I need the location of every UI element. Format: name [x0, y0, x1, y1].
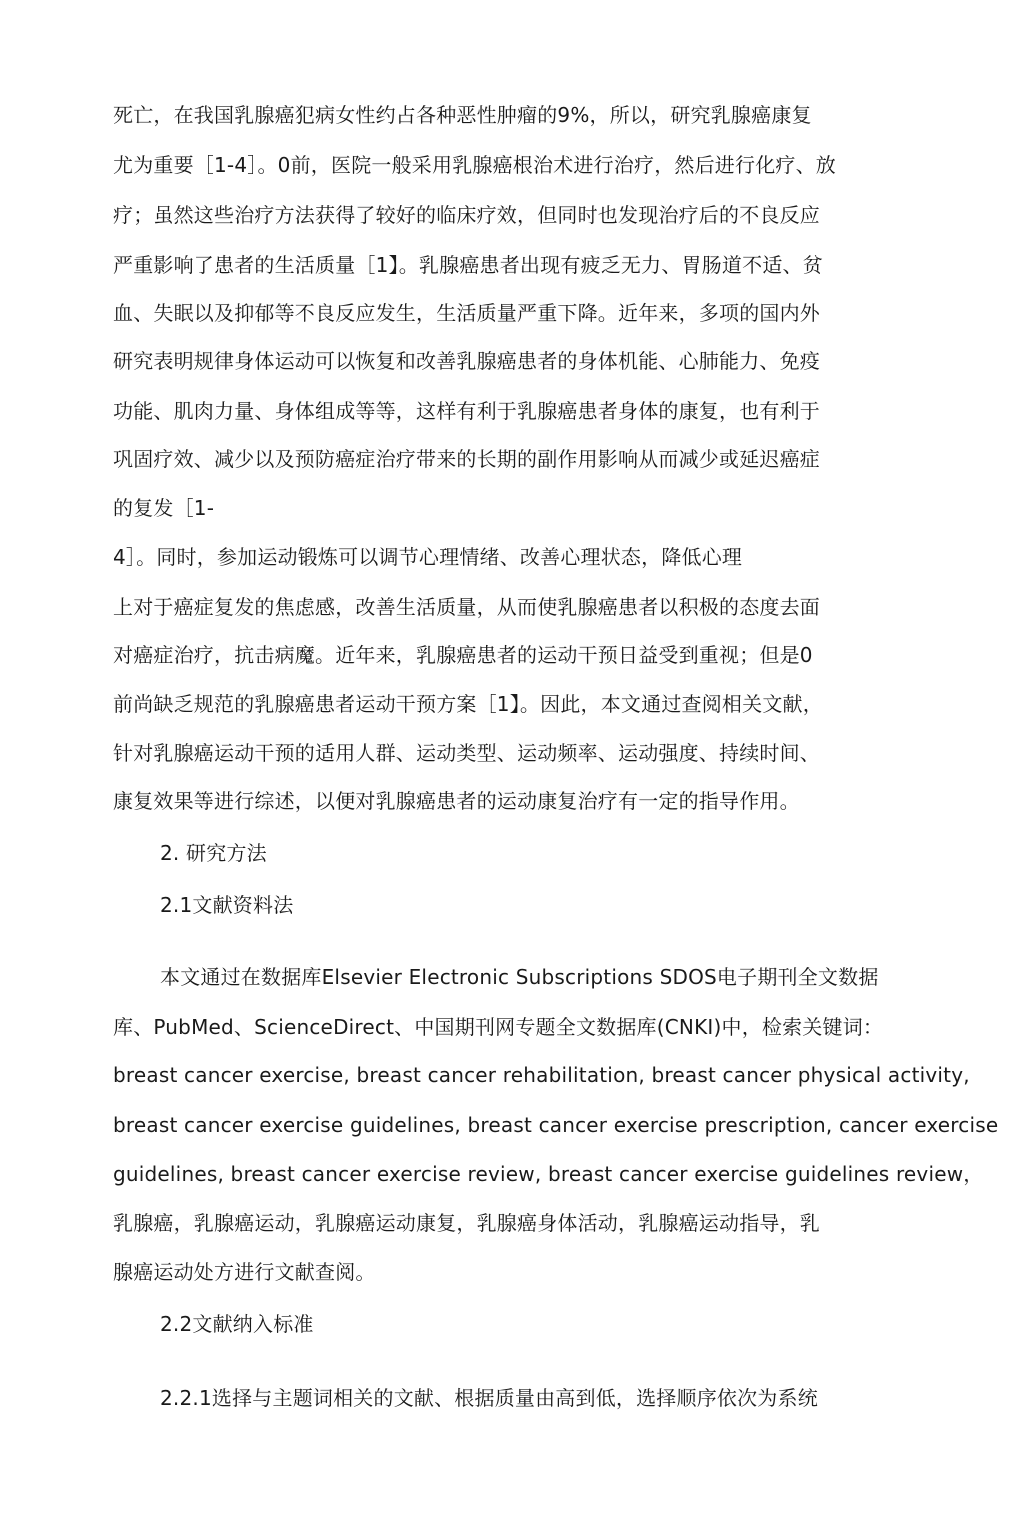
paragraph-line: breast cancer exercise, breast cancer rehabilitation, breast cancer physical activity, [113, 1063, 970, 1087]
paragraph-line: 康复效果等进行综述，以便对乳腺癌患者的运动康复治疗有一定的指导作用。 [113, 789, 800, 813]
paragraph-line: 2.2.1选择与主题词相关的文献、根据质量由高到低，选择顺序依次为系统 [160, 1386, 818, 1410]
paragraph-line: 尤为重要［1-4］。0前，医院一般采用乳腺癌根治术进行治疗，然后进行化疗、放 [113, 153, 836, 177]
paragraph-line: 巩固疗效、减少以及预防癌症治疗带来的长期的副作用影响从而减少或延迟癌症 [113, 447, 820, 471]
subsection-heading: 2.1文献资料法 [160, 893, 294, 917]
paragraph-line: 严重影响了患者的生活质量［1】。乳腺癌患者出现有疲乏无力、胃肠道不适、贫 [113, 253, 823, 277]
paragraph-line: 的复发［1- [113, 496, 215, 520]
paragraph-line: 前尚缺乏规范的乳腺癌患者运动干预方案［1】。因此，本文通过查阅相关文献， [113, 692, 823, 716]
paragraph-line: 腺癌运动处方进行文献查阅。 [113, 1260, 376, 1284]
paragraph-line: 功能、肌肉力量、身体组成等等，这样有利于乳腺癌患者身体的康复，也有利于 [113, 399, 820, 423]
paragraph-line: 乳腺癌，乳腺癌运动，乳腺癌运动康复，乳腺癌身体活动，乳腺癌运动指导，乳 [113, 1211, 820, 1235]
section-heading: 2. 研究方法 [160, 841, 267, 865]
paragraph-line: 对癌症治疗，抗击病魔。近年来，乳腺癌患者的运动干预日益受到重视；但是0 [113, 643, 813, 667]
paragraph-line: 本文通过在数据库Elsevier Electronic Subscriptions SDOS电子期刊全文数据 [160, 965, 879, 989]
paragraph-line: 上对于癌症复发的焦虑感，改善生活质量，从而使乳腺癌患者以积极的态度去面 [113, 595, 820, 619]
paragraph-line: breast cancer exercise guidelines, breast cancer exercise prescription, cancer exercise [113, 1113, 999, 1137]
paragraph-line: 血、失眠以及抑郁等不良反应发生，生活质量严重下降。近年来，多项的国内外 [113, 301, 820, 325]
paragraph-line: guidelines, breast cancer exercise review, breast cancer exercise guidelines review， [113, 1162, 984, 1186]
paragraph-line: 疗；虽然这些治疗方法获得了较好的临床疗效，但同时也发现治疗后的不良反应 [113, 203, 820, 227]
paragraph-line: 库、PubMed、ScienceDirect、中国期刊网专题全文数据库(CNKI)中，检索关键词： [113, 1015, 884, 1039]
paragraph-line: 研究表明规律身体运动可以恢复和改善乳腺癌患者的身体机能、心肺能力、免疫 [113, 349, 820, 373]
subsection-heading: 2.2文献纳入标准 [160, 1312, 314, 1336]
paragraph-line: 针对乳腺癌运动干预的适用人群、运动类型、运动频率、运动强度、持续时间、 [113, 741, 820, 765]
paragraph-line: 4］。同时，参加运动锻炼可以调节心理情绪、改善心理状态，降低心理 [113, 545, 743, 569]
paragraph-line: 死亡，在我国乳腺癌犯病女性约占各种恶性肿瘤的9%，所以，研究乳腺癌康复 [113, 103, 812, 127]
